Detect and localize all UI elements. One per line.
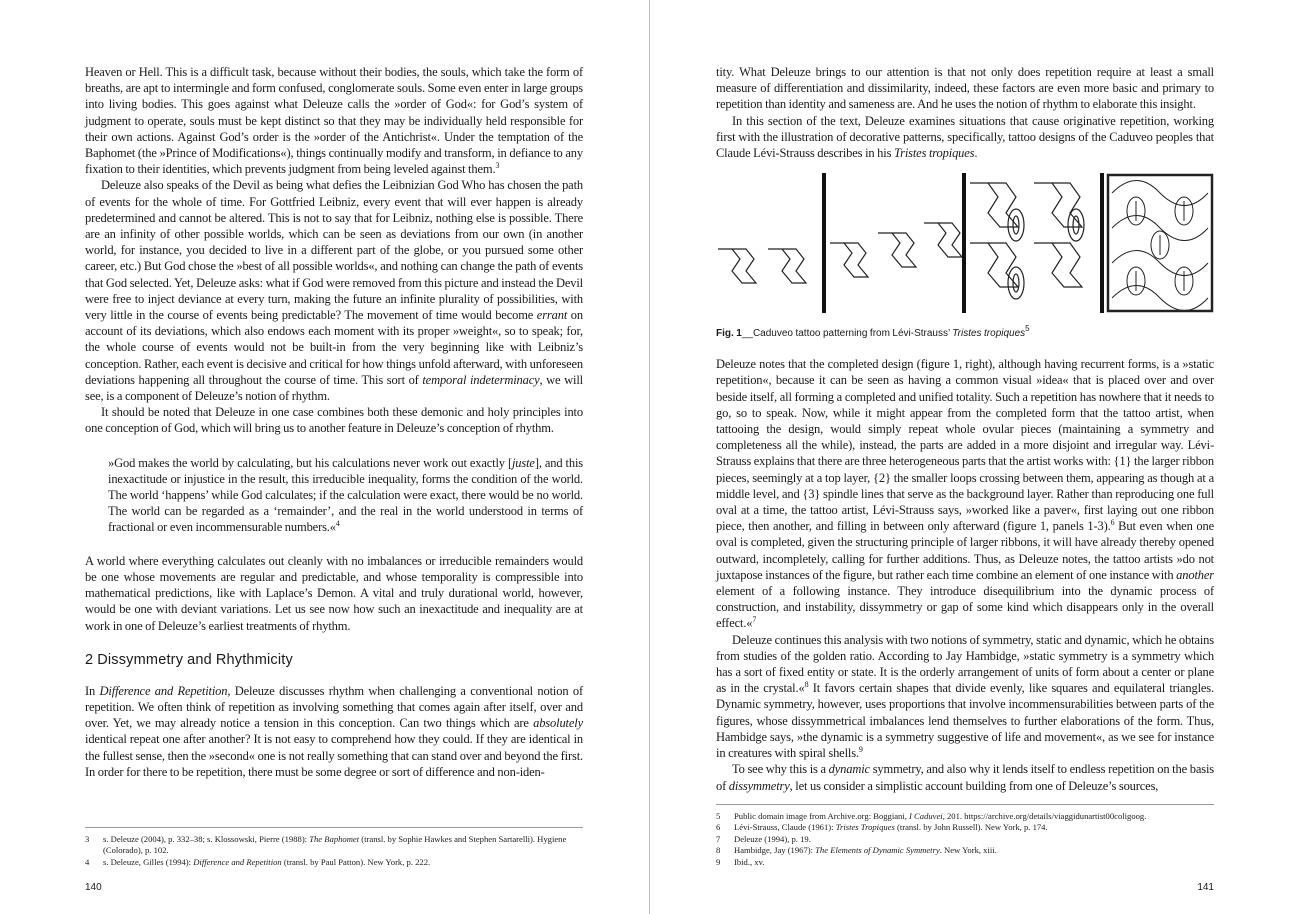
italic-text: Difference and Repetition	[193, 856, 282, 867]
text-run: s. Deleuze, Gilles (1994):	[103, 856, 194, 867]
footnote-ref: 4	[335, 519, 340, 529]
text-run: In this section of the text, Deleuze examines situations that cause originative repetition, working first with the illustration of decorative patterns, specifically, tattoo designs of the Caduveo peoples that Claude Lévi-Strauss describes in his	[716, 113, 1214, 161]
text-run: Hambidge, Jay (1967):	[734, 845, 816, 856]
paragraph	[85, 683, 583, 780]
text-run: s. Deleuze (2004), p. 332–38; s. Klossowski, Pierre (1988):	[103, 833, 310, 844]
text-run: on account of its deviations, which also endows each moment with its proper »weight«, so to speak; for, the whole course of events would not be built-in from the very beginning like with Leibniz’s conception. Rather, each event is decisive and critical for how things unfold afterward, with unforeseen deviations happening all throughout the course of time. This sort of	[85, 308, 583, 387]
text-run: .	[974, 146, 978, 161]
text-run: , 201. https://archive.org/details/viaggidunartist00coligoog.	[942, 810, 1147, 821]
text-run: Deleuze continues this analysis with two notions of symmetry, static and dynamic, which he obtains from studies of the golden ratio. According to Jay Hambidge, »static symmetry is a symmetry which has a sort of fixed entity or state. It is the orderly arrangement of units of form about a center or plane as in the crystal.«	[716, 632, 1214, 696]
text-run: ], and this inexactitude or injustice in the result, this irreducible inequality, forms the condition of the world. The world ‘happens’ while God calculates; if the calculation were exact, there would be no world. The world can be regarded as a ‘remainder’, and the real in the world understood in terms of fractional or even incommensurable numbers.«	[108, 455, 583, 535]
footnote	[716, 811, 1214, 823]
italic-text: The Baphomet	[309, 833, 360, 844]
text-run: Public domain image from Archive.org: Boggiani,	[734, 810, 910, 821]
italic-text: dissymmetry	[728, 778, 790, 793]
footnote-ref: 3	[495, 161, 500, 171]
page-gutter-divider	[649, 0, 650, 914]
text-run: To see why this is a	[732, 762, 829, 777]
footnote-ref: 9	[858, 745, 863, 755]
text-run: But even when one oval is completed, given the structuring principle of larger ribbons, it will have already thereby opened outward, incompletely, calling for further additions. Thus, as Deleuze notes, the tattoo artists »do not juxtapose instances of the figure, but rather each time combine an element of one instance with	[716, 519, 1214, 582]
text-run: identical repeat one after another? It is not easy to comprehend how they could. If they are identical in the fullest sense, then the »second« one is not really something that can stand over and beyond the first. In order for there to be repetition, there must be some degree or sort of difference and non-iden-	[85, 732, 583, 779]
italic-text: temporal indeterminacy	[422, 372, 540, 387]
left-paragraphs-after-quote	[85, 553, 583, 634]
text-run: »God makes the world by calculating, but his calculations never work out exactly [	[108, 455, 512, 470]
right-footnotes	[716, 804, 1214, 869]
right-page	[716, 64, 1214, 894]
footnote	[716, 822, 1214, 834]
page-number-left: 140	[85, 882, 102, 893]
figure-caduveo-tattoo	[716, 173, 1214, 313]
footnote-number: 7	[716, 833, 721, 844]
footnote	[716, 834, 1214, 846]
footnote-text	[734, 822, 1214, 834]
figure-label: Fig. 1	[716, 328, 742, 340]
left-footnotes	[85, 827, 583, 869]
text-run: element of a following instance. They introduce disequilibrium into the dynamic process of construction, and instability, dissymmetry or gap of some kind which disappears only in the overall effect.«	[716, 584, 1214, 631]
paragraph	[716, 632, 1214, 762]
italic-text: another	[1176, 567, 1214, 582]
footnote	[716, 857, 1214, 869]
paragraph	[85, 177, 583, 404]
left-paragraphs-after-heading	[85, 683, 583, 780]
footnote	[716, 845, 1214, 857]
block-quote	[108, 455, 583, 536]
italic-text: The Elements of Dynamic Symmetry	[815, 845, 940, 856]
footnote-number: 4	[85, 856, 90, 867]
footnote-text	[734, 834, 1214, 846]
text-run: , let us consider a simplistic account building from one of Deleuze’s sources,	[789, 778, 1159, 793]
footnote-spacer	[85, 780, 583, 790]
italic-text: errant	[536, 308, 568, 323]
italic-text: absolutely	[533, 716, 583, 731]
footnote-number: 5	[716, 810, 721, 821]
footnote-ref: 5	[1025, 324, 1030, 334]
italic-text: juste	[511, 455, 535, 470]
text-run: Deleuze notes that the completed design (figure 1, right), although having recurrent forms, is a »static repetition«, because it can be seen as having a common visual »idea« that is placed over and over beside itself, all forming a completed and unified totality. Such a repetition has nowhere that it needs to go, so to speak. Now, while it might appear from the completed form that the tattoo artist, when tattooing the design, would simply repeat whole ovular pieces (maintaining a symmetry and completeness all the while), instead, the parts are added in a more disjoint and irregular way. Lévi-Strauss explains that there are three heterogeneous parts that the artist works with: {1} the larger ribbon pieces, seemingly at a top layer, {2} the smaller loops crossing between them, appearing as though at a middle level, and {3} spindle lines that serve as the background layer. Rather than reproducing one full oval at a time, the tattoo artist, Lévi-Strauss says, »worked like a paver«, first laying out one ribbon piece, then another, and filling in between only afterward (figure 1, panels 1-3).	[716, 357, 1214, 534]
text-run: A world where everything calculates out cleanly with no imbalances or irreducible remainders would be one whose movements are regular and predictable, and whose temporality is compressible into mathematical predictions, like with Laplace’s Demon. A vital and truly durational world, however, would be one with deviant variations. Let us see now how such an inexactitude and inequality are at work in one of Deleuze’s earliest treatments of rhythm.	[85, 553, 583, 633]
text-run: , we will see, is a component of Deleuze’s notion of rhythm.	[85, 372, 583, 404]
footnote-text	[103, 857, 583, 869]
text-run: , Deleuze discusses rhythm when challenging a conventional notion of repetition. We often think of repetition as involving something that comes again after itself, over and over. Yet, we may already notice a tension in this conception. Can two things which are	[85, 683, 583, 731]
footnote	[85, 834, 583, 857]
footnote-text	[734, 857, 1214, 869]
text-run: In	[85, 683, 100, 698]
text-run: tity. What Deleuze brings to our attention is that not only does repetition require at least a small measure of differentiation and dissimilarity, indeed, these factors are even more basic and primary to repetition than identity and sameness are. And he uses the notion of rhythm to elaborate this insight.	[716, 65, 1214, 112]
left-page-body	[85, 64, 583, 780]
italic-text: Tristes tropiques	[894, 146, 975, 161]
text-run: Deleuze (1994), p. 19.	[734, 833, 811, 844]
footnote-number: 9	[716, 856, 721, 867]
right-paragraphs-after-figure	[716, 356, 1214, 793]
text-run: (transl. by John Russell). New York, p. 174.	[894, 822, 1048, 833]
text-run: Lévi-Strauss, Claude (1961):	[734, 822, 836, 833]
italic-text: Tristes Tropiques	[835, 822, 895, 833]
right-page-body	[716, 64, 1214, 794]
paragraph	[716, 356, 1214, 631]
text-run: It favors certain shapes that divide evenly, like squares and equilateral triangles. Dynamic symmetry, however, uses proportions that involve incommensurabilities between parts of the figures, whose dissymmetrical imbalances lend themselves to further elaborations of the form. Thus, Hambidge says, »the dynamic is a symmetry suggestive of life and movement«, as we see for instance in creatures with spiral shells.	[716, 681, 1214, 761]
text-run: . New York, xiii.	[939, 845, 997, 856]
paragraph	[85, 404, 583, 436]
footnote-text	[734, 845, 1214, 857]
italic-text: Difference and Repetition	[99, 683, 228, 698]
text-run: Deleuze also speaks of the Devil as being what defies the Leibnizian God Who has chosen the path of events for the whole of time. For Gottfried Leibniz, every event that will ever happen is already predetermined and cannot be altered. This is not to say that for Leibniz, nothing else is possible. There are an infinity of other possible worlds, which can be seen as deviations from our own (in another world, for instance, you decided to live in a different part of the globe, or you pursued some other career, etc.) But God chose the »best of all possible worlds«, and nothing can change the path of events that God selected. Yet, Deleuze asks: what if God were removed from this picture and instead the Devil were free to inject deviance at every turn, making the future an infinite plurality of possibilities, with very little in the course of events being predictable? The movement of time would become	[85, 178, 583, 323]
footnote-number: 3	[85, 833, 90, 844]
text-run: (transl. by Paul Patton). New York, p. 222.	[281, 856, 431, 867]
left-paragraphs	[85, 64, 583, 437]
footnote	[85, 857, 583, 869]
footnote-number: 6	[716, 822, 721, 833]
italic-text: dynamic	[828, 762, 870, 777]
text-run: (transl. by Sophie Hawkes and Stephen Sartarelli). Hygiene (Colorado), p. 102.	[103, 833, 567, 855]
footnote-ref: 6	[1110, 518, 1115, 528]
right-paragraphs	[716, 64, 1214, 161]
page-number-right: 141	[1197, 882, 1214, 894]
text-run: Ibid., xv.	[734, 856, 765, 867]
figure-caption-title: Tristes tropiques	[952, 328, 1026, 340]
paragraph	[85, 64, 583, 177]
figure-caption	[716, 324, 1214, 340]
footnote-spacer	[716, 794, 1214, 804]
text-run: It should be noted that Deleuze in one case combines both these demonic and holy principles into one conception of God, which will bring us to another feature in Deleuze’s conception of rhythm.	[85, 405, 583, 436]
text-run: Heaven or Hell. This is a difficult task, because without their bodies, the souls, which take the form of breaths, are apt to intermingle and form confused, conglomerate souls. Some even enter in large groups into living bodies. This goes against what Deleuze calls the »order of God«: for God’s system of judgment to operate, souls must be kept distinct so that they may be individually held responsible for their own actions. Against God’s order is the »order of the Antichrist«. Under the temptation of the Baphomet (the »Prince of Modifications«), things continually modify and transform, in defiance to any fixation to their identities, which prevents judgment from being leveled against them.	[85, 65, 583, 177]
footnote-ref: 7	[752, 615, 757, 625]
paragraph	[716, 761, 1214, 793]
footnote-number: 8	[716, 845, 721, 856]
caduveo-pattern-illustration	[716, 173, 1214, 313]
paragraph	[716, 113, 1214, 162]
italic-text: I Caduvei	[909, 810, 943, 821]
footnote-text	[103, 834, 583, 857]
left-page	[85, 64, 583, 894]
footnote-text	[734, 811, 1214, 823]
paragraph	[85, 553, 583, 634]
figure-caption-text: __Caduveo tattoo patterning from Lévi-Strauss’	[741, 328, 953, 340]
paragraph	[716, 64, 1214, 113]
section-heading: 2 Dissymmetry and Rhythmicity	[85, 651, 293, 668]
footnote-ref: 8	[804, 680, 809, 690]
text-run: symmetry, and also why it lends itself to endless repetition on the basis of	[716, 762, 1214, 793]
